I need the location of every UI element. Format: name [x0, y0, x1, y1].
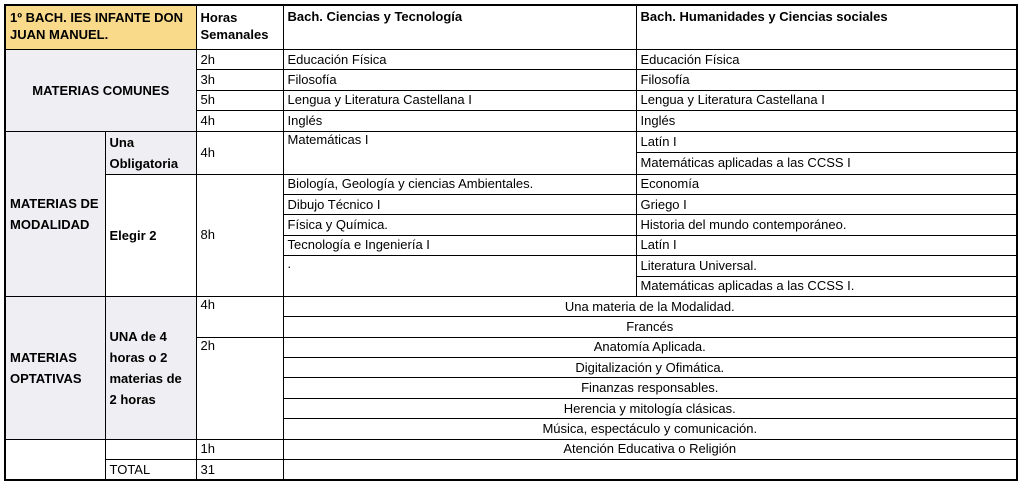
obligatoria-hours: 4h — [196, 131, 283, 174]
comunes-hours: 2h — [196, 50, 283, 70]
humanities-subject: Educación Física — [636, 50, 1017, 70]
table-title: 1º BACH. IES INFANTE DON JUAN MANUEL. — [5, 5, 196, 50]
table-row — [5, 50, 1017, 70]
total-label: TOTAL — [105, 460, 196, 481]
science-header: Bach. Ciencias y Tecnología — [283, 5, 636, 50]
optativa-subject: Digitalización y Ofimática. — [283, 358, 1017, 378]
optativas-hours-4: 4h — [196, 296, 283, 337]
modalidad-label: MATERIAS DE MODALIDAD — [5, 131, 105, 296]
science-subject: Filosofía — [283, 70, 636, 90]
humanities-subject: Latín I — [636, 235, 1017, 255]
table-row — [5, 296, 1017, 316]
table-row — [5, 131, 1017, 153]
humanities-subject: Matemáticas aplicadas a las CCSS I. — [636, 276, 1017, 296]
humanities-subject: Latín I — [636, 131, 1017, 153]
optativa-subject: Herencia y mitología clásicas. — [283, 398, 1017, 418]
schedule-table — [4, 4, 1018, 481]
humanities-subject: Lengua y Literatura Castellana I — [636, 90, 1017, 110]
total-empty-cell — [283, 460, 1017, 481]
humanities-header: Bach. Humanidades y Ciencias sociales — [636, 5, 1017, 50]
humanities-subject: Griego I — [636, 194, 1017, 214]
comunes-hours: 5h — [196, 90, 283, 110]
optativa-subject: Una materia de la Modalidad. — [283, 296, 1017, 316]
table-row — [5, 174, 1017, 194]
science-subject: Matemáticas I — [283, 131, 636, 174]
optativa-subject: Finanzas responsables. — [283, 378, 1017, 398]
optativa-subject: Anatomía Aplicada. — [283, 337, 1017, 357]
humanities-subject: Literatura Universal. — [636, 256, 1017, 276]
science-subject: Tecnología e Ingeniería I — [283, 235, 636, 255]
footer-empty-sub-cell — [105, 439, 196, 459]
header-row — [5, 5, 1017, 50]
optativas-sub-label: UNA de 4 horas o 2 materias de 2 horas — [105, 296, 196, 439]
religion-hours: 1h — [196, 439, 283, 459]
humanities-subject: Inglés — [636, 111, 1017, 131]
science-subject: . — [283, 256, 636, 297]
optativas-hours-2: 2h — [196, 337, 283, 439]
science-subject: Lengua y Literatura Castellana I — [283, 90, 636, 110]
total-value: 31 — [196, 460, 283, 481]
science-subject: Inglés — [283, 111, 636, 131]
elegir-hours: 8h — [196, 174, 283, 296]
science-subject: Física y Química. — [283, 215, 636, 235]
footer-empty-cell — [5, 439, 105, 480]
humanities-subject: Matemáticas aplicadas a las CCSS I — [636, 153, 1017, 175]
comunes-hours: 4h — [196, 111, 283, 131]
elegir-label: Elegir 2 — [105, 174, 196, 296]
humanities-subject: Historia del mundo contemporáneo. — [636, 215, 1017, 235]
science-subject: Dibujo Técnico I — [283, 194, 636, 214]
science-subject: Biología, Geología y ciencias Ambientales. — [283, 174, 636, 194]
table-row — [5, 460, 1017, 481]
optativa-subject: Música, espectáculo y comunicación. — [283, 419, 1017, 439]
humanities-subject: Economía — [636, 174, 1017, 194]
obligatoria-label: Una Obligatoria — [105, 131, 196, 174]
optativa-subject: Francés — [283, 317, 1017, 337]
table-row — [5, 439, 1017, 459]
hours-header: Horas Semanales — [196, 5, 283, 50]
comunes-hours: 3h — [196, 70, 283, 90]
humanities-subject: Filosofía — [636, 70, 1017, 90]
optativas-label: MATERIAS OPTATIVAS — [5, 296, 105, 439]
religion-subject: Atención Educativa o Religión — [283, 439, 1017, 459]
comunes-label: MATERIAS COMUNES — [5, 50, 196, 132]
science-subject: Educación Física — [283, 50, 636, 70]
